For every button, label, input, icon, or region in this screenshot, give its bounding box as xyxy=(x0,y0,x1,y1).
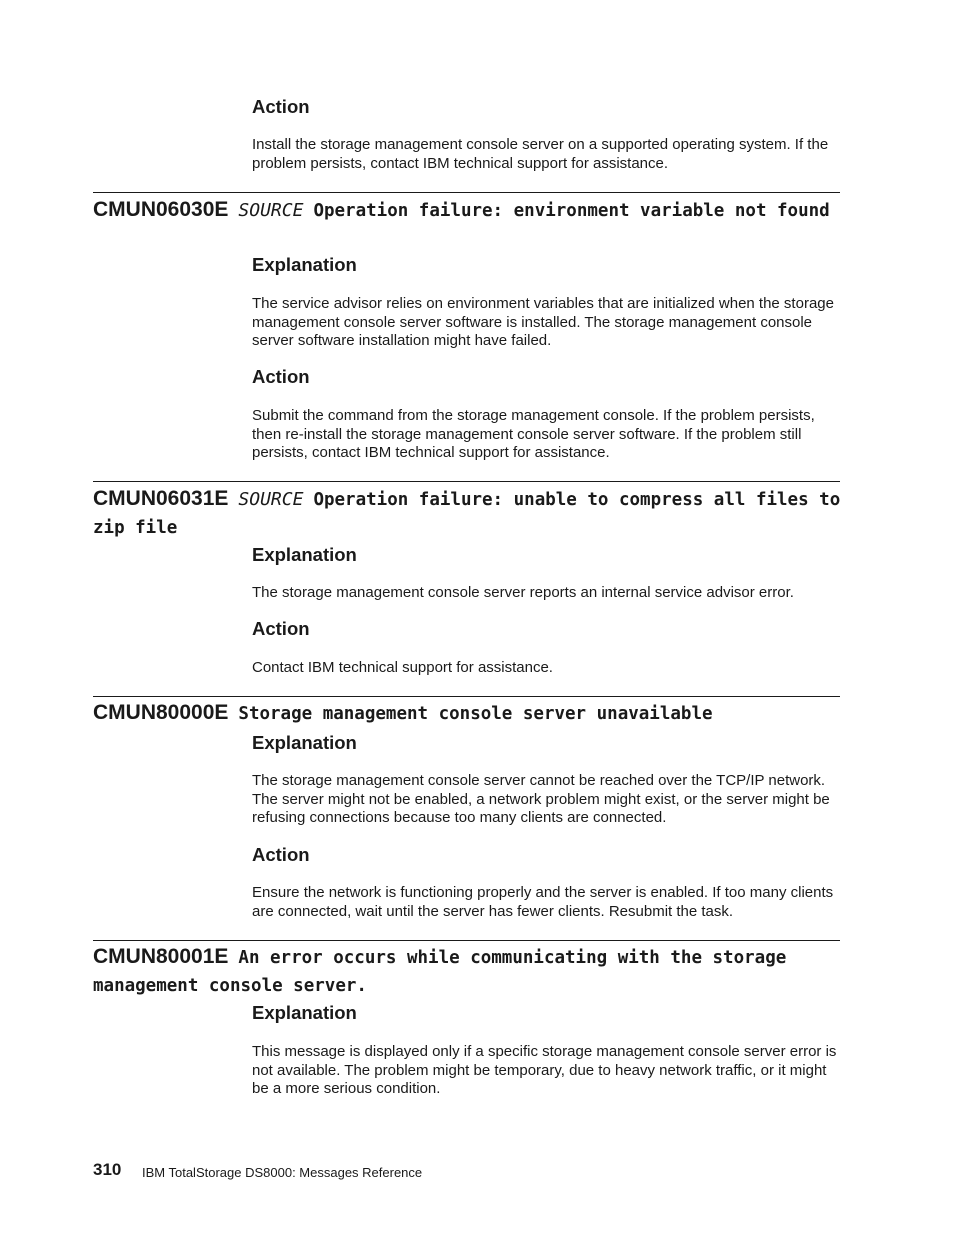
action-heading: Action xyxy=(252,618,310,639)
action-text: Contact IBM technical support for assistance. xyxy=(252,659,553,676)
message-title: Storage management console server unavailable xyxy=(238,704,713,724)
message-code: CMUN06030E xyxy=(93,198,229,221)
message-heading xyxy=(93,196,843,225)
explanation-text: The storage management console server reports an internal service advisor error. xyxy=(252,584,794,601)
explanation-heading: Explanation xyxy=(252,254,357,275)
message-heading xyxy=(93,943,843,1000)
message-title: Operation failure: environment variable not found xyxy=(313,201,830,221)
message-source: SOURCE xyxy=(238,489,304,510)
book-title: IBM TotalStorage DS8000: Messages Reference xyxy=(142,1165,423,1180)
message-heading xyxy=(93,699,843,728)
action-heading: Action xyxy=(252,96,310,117)
message-source: SOURCE xyxy=(238,200,304,221)
explanation-text: The storage management console server cannot be reached over the TCP/IP network. The server might not be enabled, a network problem might exist, or the server might be refusing connections because too many clients are connected. xyxy=(252,772,830,827)
message-title: An error occurs while communicating with the storage management console server. xyxy=(93,948,787,996)
message-code: CMUN80000E xyxy=(93,701,229,724)
section-divider xyxy=(93,481,840,482)
page-number: 310 xyxy=(93,1160,122,1179)
explanation-text: The service advisor relies on environment variables that are initialized when the storage management console server software is installed. The storage management console server software installation might have failed. xyxy=(252,295,834,350)
message-heading xyxy=(93,485,843,542)
section-divider xyxy=(93,192,840,193)
section-divider xyxy=(93,696,840,697)
section-divider xyxy=(93,940,840,941)
explanation-heading: Explanation xyxy=(252,1002,357,1023)
action-text: Submit the command from the storage management console. If the problem persists, then re-install the storage management console server software. If the problem still persists, contact IBM technical support for assistance. xyxy=(252,407,815,462)
explanation-heading: Explanation xyxy=(252,544,357,565)
explanation-text: This message is displayed only if a specific storage management console server error is not available. The problem might be temporary, due to heavy network traffic, or it might be a more serious condition. xyxy=(252,1043,837,1098)
message-code: CMUN80001E xyxy=(93,945,229,968)
message-title: Operation failure: unable to compress all files to zip file xyxy=(93,490,841,538)
action-text: Ensure the network is functioning properly and the server is enabled. If too many clients are connected, wait until the server has fewer clients. Resubmit the task. xyxy=(252,884,834,920)
message-code: CMUN06031E xyxy=(93,487,229,510)
action-text: Install the storage management console server on a supported operating system. If the problem persists, contact IBM technical support for assistance. xyxy=(252,136,829,172)
explanation-heading: Explanation xyxy=(252,732,357,753)
action-heading: Action xyxy=(252,366,310,387)
action-heading: Action xyxy=(252,844,310,865)
